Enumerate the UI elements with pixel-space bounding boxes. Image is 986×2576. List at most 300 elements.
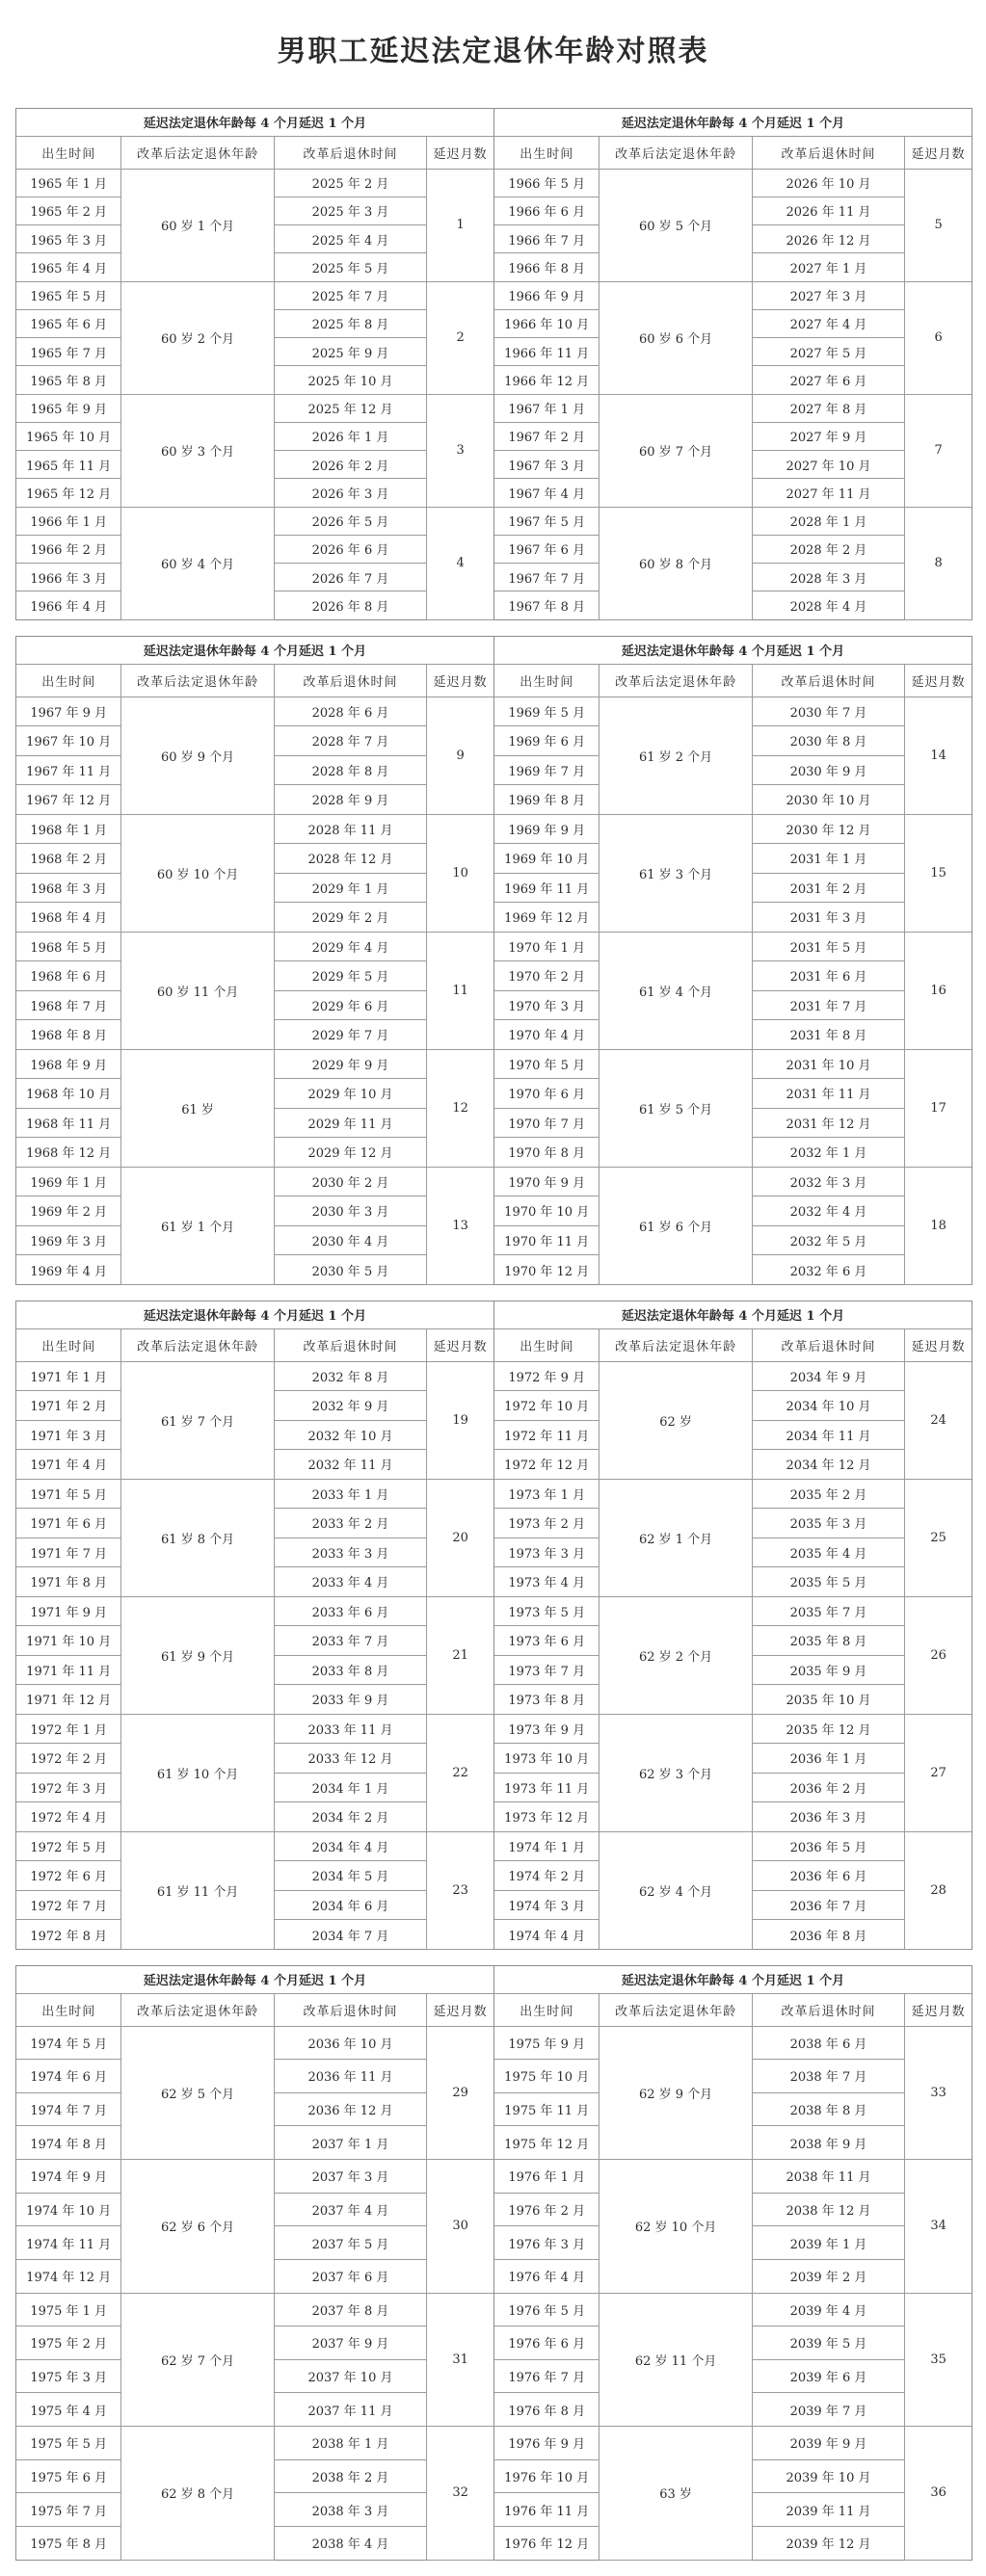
col-header-time: 改革后退休时间 <box>274 136 426 169</box>
delay-months-cell: 13 <box>427 1167 493 1284</box>
retirement-age-cell: 60 岁 4 个月 <box>121 507 274 619</box>
retirement-time-cell: 2029 年 7 月 <box>274 1020 426 1050</box>
birth-date-cell: 1974 年 3 月 <box>494 1890 600 1920</box>
birth-date-cell: 1970 年 3 月 <box>494 990 600 1020</box>
table-caption: 延迟法定退休年龄每 4 个月延迟 1 个月 <box>16 637 493 664</box>
birth-date-cell: 1966 年 1 月 <box>16 507 121 535</box>
birth-date-cell: 1975 年 12 月 <box>494 2126 600 2160</box>
table-caption: 延迟法定退休年龄每 4 个月延迟 1 个月 <box>494 637 972 664</box>
birth-date-cell: 1966 年 3 月 <box>16 564 121 591</box>
retirement-time-cell: 2025 年 5 月 <box>274 253 426 281</box>
birth-date-cell: 1969 年 12 月 <box>494 903 600 933</box>
birth-date-cell: 1966 年 12 月 <box>494 366 600 394</box>
retirement-time-cell: 2030 年 9 月 <box>752 755 904 785</box>
birth-date-cell: 1975 年 8 月 <box>16 2526 121 2560</box>
retirement-time-cell: 2037 年 9 月 <box>274 2326 426 2360</box>
delay-months-cell: 6 <box>905 281 972 394</box>
retirement-time-cell: 2037 年 3 月 <box>274 2160 426 2194</box>
retirement-table <box>16 1966 493 2561</box>
col-header-age: 改革后法定退休年龄 <box>121 1328 274 1361</box>
retirement-time-cell: 2037 年 10 月 <box>274 2359 426 2393</box>
retirement-table <box>16 1301 493 1950</box>
col-header-months: 延迟月数 <box>905 1328 972 1361</box>
retirement-age-cell: 62 岁 <box>600 1361 752 1479</box>
birth-date-cell: 1967 年 9 月 <box>16 697 121 726</box>
table-row <box>16 169 493 197</box>
delay-months-cell: 29 <box>427 2026 493 2160</box>
birth-date-cell: 1966 年 4 月 <box>16 591 121 619</box>
table-row <box>16 394 493 422</box>
retirement-age-cell: 62 岁 5 个月 <box>121 2026 274 2160</box>
birth-date-cell: 1972 年 12 月 <box>494 1450 600 1480</box>
retirement-time-cell: 2038 年 6 月 <box>752 2026 904 2060</box>
table-row <box>494 2427 972 2460</box>
table-row <box>494 2160 972 2194</box>
birth-date-cell: 1975 年 5 月 <box>16 2427 121 2460</box>
col-header-birth: 出生时间 <box>16 136 121 169</box>
retirement-time-cell: 2029 年 10 月 <box>274 1079 426 1109</box>
retirement-time-cell: 2027 年 6 月 <box>752 366 904 394</box>
birth-date-cell: 1967 年 11 月 <box>16 755 121 785</box>
retirement-age-cell: 62 岁 10 个月 <box>600 2160 752 2294</box>
col-header-months: 延迟月数 <box>427 136 493 169</box>
retirement-time-cell: 2031 年 10 月 <box>752 1049 904 1079</box>
retirement-time-cell: 2038 年 12 月 <box>752 2193 904 2226</box>
birth-date-cell: 1973 年 12 月 <box>494 1802 600 1832</box>
retirement-time-cell: 2028 年 3 月 <box>752 564 904 591</box>
retirement-time-cell: 2037 年 5 月 <box>274 2226 426 2260</box>
delay-months-cell: 20 <box>427 1479 493 1596</box>
retirement-time-cell: 2035 年 7 月 <box>752 1596 904 1626</box>
birth-date-cell: 1966 年 6 月 <box>494 197 600 224</box>
retirement-time-cell: 2033 年 6 月 <box>274 1596 426 1626</box>
delay-months-cell: 34 <box>905 2160 972 2294</box>
retirement-time-cell: 2027 年 3 月 <box>752 281 904 309</box>
col-header-birth: 出生时间 <box>16 1328 121 1361</box>
birth-date-cell: 1966 年 9 月 <box>494 281 600 309</box>
birth-date-cell: 1968 年 3 月 <box>16 873 121 903</box>
retirement-time-cell: 2026 年 5 月 <box>274 507 426 535</box>
birth-date-cell: 1968 年 10 月 <box>16 1079 121 1109</box>
retirement-time-cell: 2027 年 9 月 <box>752 422 904 450</box>
table-row <box>494 932 972 961</box>
retirement-time-cell: 2038 年 9 月 <box>752 2126 904 2160</box>
table-block <box>15 636 973 1285</box>
retirement-time-cell: 2030 年 3 月 <box>274 1196 426 1226</box>
retirement-time-cell: 2026 年 12 月 <box>752 225 904 253</box>
col-header-birth: 出生时间 <box>16 1993 121 2026</box>
birth-date-cell: 1974 年 2 月 <box>494 1861 600 1891</box>
retirement-time-cell: 2034 年 5 月 <box>274 1861 426 1891</box>
retirement-time-cell: 2038 年 8 月 <box>752 2092 904 2126</box>
retirement-table <box>494 637 972 1285</box>
retirement-time-cell: 2027 年 1 月 <box>752 253 904 281</box>
table-row <box>16 507 493 535</box>
birth-date-cell: 1965 年 7 月 <box>16 338 121 366</box>
retirement-time-cell: 2033 年 12 月 <box>274 1744 426 1774</box>
retirement-time-cell: 2032 年 11 月 <box>274 1450 426 1480</box>
delay-months-cell: 17 <box>905 1049 972 1167</box>
table-row <box>494 1714 972 1744</box>
retirement-age-cell: 62 岁 2 个月 <box>600 1596 752 1714</box>
retirement-time-cell: 2036 年 3 月 <box>752 1802 904 1832</box>
retirement-age-cell: 62 岁 4 个月 <box>600 1831 752 1949</box>
table-row <box>494 1361 972 1391</box>
birth-date-cell: 1968 年 8 月 <box>16 1020 121 1050</box>
retirement-time-cell: 2036 年 7 月 <box>752 1890 904 1920</box>
birth-date-cell: 1968 年 7 月 <box>16 990 121 1020</box>
birth-date-cell: 1969 年 10 月 <box>494 844 600 874</box>
birth-date-cell: 1976 年 3 月 <box>494 2226 600 2260</box>
delay-months-cell: 26 <box>905 1596 972 1714</box>
birth-date-cell: 1972 年 10 月 <box>494 1391 600 1421</box>
birth-date-cell: 1965 年 8 月 <box>16 366 121 394</box>
retirement-time-cell: 2025 年 12 月 <box>274 394 426 422</box>
retirement-time-cell: 2034 年 11 月 <box>752 1420 904 1450</box>
birth-date-cell: 1970 年 2 月 <box>494 961 600 991</box>
delay-months-cell: 23 <box>427 1831 493 1949</box>
birth-date-cell: 1976 年 10 月 <box>494 2459 600 2493</box>
birth-date-cell: 1976 年 7 月 <box>494 2359 600 2393</box>
birth-date-cell: 1973 年 8 月 <box>494 1685 600 1715</box>
table-caption: 延迟法定退休年龄每 4 个月延迟 1 个月 <box>16 109 493 136</box>
col-header-age: 改革后法定退休年龄 <box>121 136 274 169</box>
retirement-time-cell: 2035 年 8 月 <box>752 1626 904 1656</box>
retirement-time-cell: 2038 年 7 月 <box>752 2060 904 2093</box>
retirement-time-cell: 2039 年 6 月 <box>752 2359 904 2393</box>
birth-date-cell: 1968 年 4 月 <box>16 903 121 933</box>
retirement-time-cell: 2038 年 3 月 <box>274 2493 426 2527</box>
table-row <box>16 814 493 844</box>
retirement-time-cell: 2039 年 5 月 <box>752 2326 904 2360</box>
col-header-time: 改革后退休时间 <box>752 664 904 697</box>
retirement-time-cell: 2032 年 10 月 <box>274 1420 426 1450</box>
col-header-birth: 出生时间 <box>494 664 600 697</box>
retirement-time-cell: 2037 年 8 月 <box>274 2293 426 2326</box>
delay-months-cell: 14 <box>905 697 972 814</box>
retirement-age-cell: 62 岁 6 个月 <box>121 2160 274 2294</box>
birth-date-cell: 1971 年 2 月 <box>16 1391 121 1421</box>
delay-months-cell: 36 <box>905 2427 972 2561</box>
delay-months-cell: 5 <box>905 169 972 281</box>
retirement-time-cell: 2036 年 11 月 <box>274 2060 426 2093</box>
retirement-table <box>494 1301 972 1950</box>
birth-date-cell: 1974 年 4 月 <box>494 1920 600 1950</box>
table-row <box>494 1596 972 1626</box>
retirement-time-cell: 2031 年 1 月 <box>752 844 904 874</box>
col-header-birth: 出生时间 <box>16 664 121 697</box>
retirement-age-cell: 60 岁 11 个月 <box>121 932 274 1049</box>
retirement-time-cell: 2036 年 2 月 <box>752 1773 904 1802</box>
retirement-age-cell: 62 岁 1 个月 <box>600 1479 752 1596</box>
retirement-time-cell: 2027 年 10 月 <box>752 451 904 479</box>
retirement-time-cell: 2028 年 4 月 <box>752 591 904 619</box>
retirement-time-cell: 2027 年 8 月 <box>752 394 904 422</box>
birth-date-cell: 1972 年 5 月 <box>16 1831 121 1861</box>
birth-date-cell: 1967 年 7 月 <box>494 564 600 591</box>
birth-date-cell: 1970 年 5 月 <box>494 1049 600 1079</box>
retirement-time-cell: 2039 年 10 月 <box>752 2459 904 2493</box>
delay-months-cell: 25 <box>905 1479 972 1596</box>
retirement-time-cell: 2035 年 9 月 <box>752 1655 904 1685</box>
retirement-time-cell: 2037 年 11 月 <box>274 2393 426 2427</box>
birth-date-cell: 1967 年 12 月 <box>16 785 121 815</box>
birth-date-cell: 1974 年 5 月 <box>16 2026 121 2060</box>
birth-date-cell: 1965 年 2 月 <box>16 197 121 224</box>
delay-months-cell: 16 <box>905 932 972 1049</box>
retirement-time-cell: 2025 年 2 月 <box>274 169 426 197</box>
birth-date-cell: 1965 年 1 月 <box>16 169 121 197</box>
retirement-age-cell: 61 岁 7 个月 <box>121 1361 274 1479</box>
retirement-age-cell: 61 岁 3 个月 <box>600 814 752 932</box>
retirement-time-cell: 2036 年 1 月 <box>752 1744 904 1774</box>
birth-date-cell: 1976 年 2 月 <box>494 2193 600 2226</box>
retirement-time-cell: 2026 年 6 月 <box>274 535 426 563</box>
delay-months-cell: 3 <box>427 394 493 507</box>
delay-months-cell: 35 <box>905 2293 972 2427</box>
birth-date-cell: 1972 年 6 月 <box>16 1861 121 1891</box>
table-row <box>494 169 972 197</box>
birth-date-cell: 1965 年 9 月 <box>16 394 121 422</box>
retirement-time-cell: 2026 年 2 月 <box>274 451 426 479</box>
retirement-time-cell: 2028 年 11 月 <box>274 814 426 844</box>
retirement-time-cell: 2031 年 6 月 <box>752 961 904 991</box>
retirement-time-cell: 2037 年 4 月 <box>274 2193 426 2226</box>
retirement-time-cell: 2039 年 1 月 <box>752 2226 904 2260</box>
retirement-time-cell: 2034 年 9 月 <box>752 1361 904 1391</box>
birth-date-cell: 1969 年 9 月 <box>494 814 600 844</box>
retirement-table <box>494 1966 972 2561</box>
birth-date-cell: 1965 年 10 月 <box>16 422 121 450</box>
birth-date-cell: 1969 年 6 月 <box>494 726 600 756</box>
retirement-time-cell: 2030 年 7 月 <box>752 697 904 726</box>
birth-date-cell: 1975 年 3 月 <box>16 2359 121 2393</box>
table-caption: 延迟法定退休年龄每 4 个月延迟 1 个月 <box>16 1301 493 1328</box>
birth-date-cell: 1969 年 4 月 <box>16 1255 121 1285</box>
birth-date-cell: 1976 年 6 月 <box>494 2326 600 2360</box>
birth-date-cell: 1975 年 9 月 <box>494 2026 600 2060</box>
retirement-age-cell: 60 岁 8 个月 <box>600 507 752 619</box>
table-row <box>16 281 493 309</box>
birth-date-cell: 1971 年 4 月 <box>16 1450 121 1480</box>
retirement-time-cell: 2034 年 6 月 <box>274 1890 426 1920</box>
col-header-months: 延迟月数 <box>905 136 972 169</box>
delay-months-cell: 19 <box>427 1361 493 1479</box>
retirement-time-cell: 2039 年 7 月 <box>752 2393 904 2427</box>
delay-months-cell: 24 <box>905 1361 972 1479</box>
retirement-time-cell: 2029 年 12 月 <box>274 1138 426 1168</box>
delay-months-cell: 33 <box>905 2026 972 2160</box>
retirement-time-cell: 2026 年 7 月 <box>274 564 426 591</box>
delay-months-cell: 22 <box>427 1714 493 1831</box>
table-row <box>16 697 493 726</box>
retirement-time-cell: 2030 年 5 月 <box>274 1255 426 1285</box>
col-header-age: 改革后法定退休年龄 <box>600 1993 752 2026</box>
retirement-time-cell: 2039 年 2 月 <box>752 2259 904 2293</box>
retirement-age-cell: 61 岁 1 个月 <box>121 1167 274 1284</box>
table-row <box>494 814 972 844</box>
table-row <box>494 2293 972 2326</box>
birth-date-cell: 1968 年 1 月 <box>16 814 121 844</box>
table-row <box>16 1479 493 1509</box>
birth-date-cell: 1967 年 10 月 <box>16 726 121 756</box>
col-header-age: 改革后法定退休年龄 <box>600 136 752 169</box>
birth-date-cell: 1976 年 8 月 <box>494 2393 600 2427</box>
retirement-time-cell: 2035 年 2 月 <box>752 1479 904 1509</box>
table-row <box>16 1831 493 1861</box>
retirement-age-cell: 61 岁 4 个月 <box>600 932 752 1049</box>
retirement-age-cell: 62 岁 11 个月 <box>600 2293 752 2427</box>
birth-date-cell: 1973 年 6 月 <box>494 1626 600 1656</box>
birth-date-cell: 1975 年 4 月 <box>16 2393 121 2427</box>
delay-months-cell: 1 <box>427 169 493 281</box>
delay-months-cell: 7 <box>905 394 972 507</box>
birth-date-cell: 1976 年 9 月 <box>494 2427 600 2460</box>
birth-date-cell: 1972 年 9 月 <box>494 1361 600 1391</box>
birth-date-cell: 1972 年 8 月 <box>16 1920 121 1950</box>
table-row <box>16 2293 493 2326</box>
table-row <box>16 1167 493 1196</box>
retirement-age-cell: 62 岁 7 个月 <box>121 2293 274 2427</box>
birth-date-cell: 1965 年 4 月 <box>16 253 121 281</box>
retirement-time-cell: 2032 年 5 月 <box>752 1225 904 1255</box>
retirement-time-cell: 2025 年 7 月 <box>274 281 426 309</box>
retirement-time-cell: 2031 年 8 月 <box>752 1020 904 1050</box>
retirement-time-cell: 2025 年 4 月 <box>274 225 426 253</box>
retirement-time-cell: 2030 年 2 月 <box>274 1167 426 1196</box>
birth-date-cell: 1966 年 11 月 <box>494 338 600 366</box>
delay-months-cell: 9 <box>427 697 493 814</box>
birth-date-cell: 1972 年 2 月 <box>16 1744 121 1774</box>
birth-date-cell: 1973 年 2 月 <box>494 1509 600 1538</box>
table-block <box>15 1301 973 1950</box>
birth-date-cell: 1967 年 6 月 <box>494 535 600 563</box>
birth-date-cell: 1973 年 5 月 <box>494 1596 600 1626</box>
retirement-time-cell: 2026 年 1 月 <box>274 422 426 450</box>
birth-date-cell: 1968 年 12 月 <box>16 1138 121 1168</box>
delay-months-cell: 10 <box>427 814 493 932</box>
retirement-time-cell: 2031 年 11 月 <box>752 1079 904 1109</box>
retirement-time-cell: 2038 年 2 月 <box>274 2459 426 2493</box>
retirement-time-cell: 2031 年 7 月 <box>752 990 904 1020</box>
table-row <box>494 697 972 726</box>
retirement-age-cell: 61 岁 10 个月 <box>121 1714 274 1831</box>
table-row <box>16 932 493 961</box>
retirement-time-cell: 2025 年 9 月 <box>274 338 426 366</box>
retirement-time-cell: 2030 年 4 月 <box>274 1225 426 1255</box>
birth-date-cell: 1966 年 2 月 <box>16 535 121 563</box>
retirement-time-cell: 2039 年 12 月 <box>752 2526 904 2560</box>
birth-date-cell: 1972 年 4 月 <box>16 1802 121 1832</box>
retirement-time-cell: 2033 年 4 月 <box>274 1567 426 1597</box>
retirement-age-cell: 60 岁 3 个月 <box>121 394 274 507</box>
retirement-time-cell: 2025 年 8 月 <box>274 309 426 337</box>
birth-date-cell: 1965 年 6 月 <box>16 309 121 337</box>
retirement-time-cell: 2026 年 10 月 <box>752 169 904 197</box>
delay-months-cell: 32 <box>427 2427 493 2561</box>
retirement-time-cell: 2033 年 8 月 <box>274 1655 426 1685</box>
retirement-time-cell: 2035 年 5 月 <box>752 1567 904 1597</box>
col-header-birth: 出生时间 <box>494 1328 600 1361</box>
table-caption: 延迟法定退休年龄每 4 个月延迟 1 个月 <box>494 109 972 136</box>
retirement-time-cell: 2035 年 3 月 <box>752 1509 904 1538</box>
retirement-age-cell: 61 岁 8 个月 <box>121 1479 274 1596</box>
birth-date-cell: 1970 年 10 月 <box>494 1196 600 1226</box>
retirement-time-cell: 2029 年 9 月 <box>274 1049 426 1079</box>
birth-date-cell: 1973 年 3 月 <box>494 1538 600 1567</box>
table-caption: 延迟法定退休年龄每 4 个月延迟 1 个月 <box>16 1966 493 1993</box>
retirement-time-cell: 2031 年 3 月 <box>752 903 904 933</box>
delay-months-cell: 15 <box>905 814 972 932</box>
retirement-time-cell: 2036 年 5 月 <box>752 1831 904 1861</box>
delay-months-cell: 30 <box>427 2160 493 2294</box>
retirement-age-cell: 60 岁 7 个月 <box>600 394 752 507</box>
retirement-time-cell: 2034 年 10 月 <box>752 1391 904 1421</box>
birth-date-cell: 1974 年 11 月 <box>16 2226 121 2260</box>
retirement-age-cell: 61 岁 5 个月 <box>600 1049 752 1167</box>
retirement-age-cell: 63 岁 <box>600 2427 752 2561</box>
retirement-time-cell: 2028 年 12 月 <box>274 844 426 874</box>
retirement-age-cell: 61 岁 9 个月 <box>121 1596 274 1714</box>
table-row <box>494 1831 972 1861</box>
retirement-time-cell: 2033 年 3 月 <box>274 1538 426 1567</box>
birth-date-cell: 1975 年 10 月 <box>494 2060 600 2093</box>
col-header-time: 改革后退休时间 <box>274 1993 426 2026</box>
retirement-time-cell: 2032 年 8 月 <box>274 1361 426 1391</box>
birth-date-cell: 1973 年 4 月 <box>494 1567 600 1597</box>
birth-date-cell: 1975 年 7 月 <box>16 2493 121 2527</box>
delay-months-cell: 2 <box>427 281 493 394</box>
birth-date-cell: 1975 年 1 月 <box>16 2293 121 2326</box>
retirement-time-cell: 2028 年 6 月 <box>274 697 426 726</box>
delay-months-cell: 11 <box>427 932 493 1049</box>
birth-date-cell: 1971 年 9 月 <box>16 1596 121 1626</box>
birth-date-cell: 1968 年 2 月 <box>16 844 121 874</box>
birth-date-cell: 1968 年 5 月 <box>16 932 121 961</box>
col-header-months: 延迟月数 <box>427 1993 493 2026</box>
birth-date-cell: 1976 年 12 月 <box>494 2526 600 2560</box>
retirement-time-cell: 2033 年 7 月 <box>274 1626 426 1656</box>
page-title: 男职工延迟法定退休年龄对照表 <box>277 35 709 68</box>
birth-date-cell: 1972 年 11 月 <box>494 1420 600 1450</box>
retirement-time-cell: 2031 年 5 月 <box>752 932 904 961</box>
table-row <box>16 2026 493 2060</box>
retirement-time-cell: 2038 年 11 月 <box>752 2160 904 2194</box>
birth-date-cell: 1973 年 7 月 <box>494 1655 600 1685</box>
birth-date-cell: 1969 年 3 月 <box>16 1225 121 1255</box>
col-header-months: 延迟月数 <box>905 664 972 697</box>
delay-months-cell: 21 <box>427 1596 493 1714</box>
table-row <box>494 1049 972 1079</box>
delay-months-cell: 8 <box>905 507 972 619</box>
birth-date-cell: 1970 年 1 月 <box>494 932 600 961</box>
retirement-time-cell: 2028 年 7 月 <box>274 726 426 756</box>
retirement-time-cell: 2039 年 11 月 <box>752 2493 904 2527</box>
birth-date-cell: 1969 年 2 月 <box>16 1196 121 1226</box>
retirement-time-cell: 2036 年 8 月 <box>752 1920 904 1950</box>
table-row <box>494 281 972 309</box>
birth-date-cell: 1971 年 11 月 <box>16 1655 121 1685</box>
birth-date-cell: 1965 年 3 月 <box>16 225 121 253</box>
retirement-age-cell: 61 岁 11 个月 <box>121 1831 274 1949</box>
retirement-time-cell: 2026 年 8 月 <box>274 591 426 619</box>
birth-date-cell: 1974 年 10 月 <box>16 2193 121 2226</box>
birth-date-cell: 1971 年 3 月 <box>16 1420 121 1450</box>
retirement-time-cell: 2034 年 4 月 <box>274 1831 426 1861</box>
birth-date-cell: 1976 年 4 月 <box>494 2259 600 2293</box>
retirement-time-cell: 2027 年 11 月 <box>752 479 904 507</box>
birth-date-cell: 1965 年 12 月 <box>16 479 121 507</box>
